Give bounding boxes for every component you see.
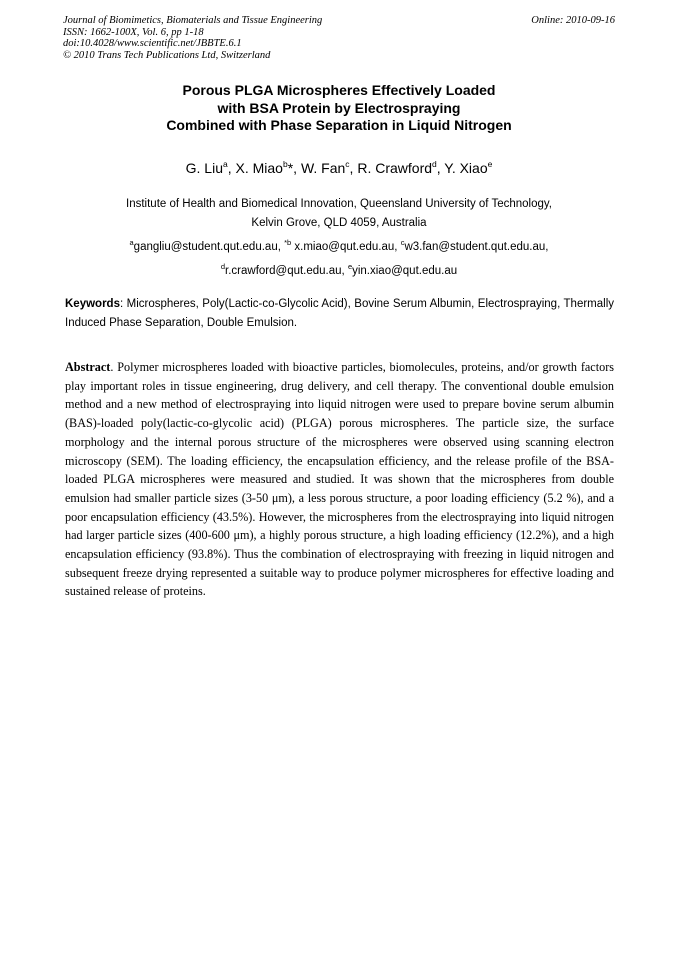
- affiliation-line-1: Institute of Health and Biomedical Innovation, Queensland University of Technology,: [126, 198, 552, 210]
- author-name: X. Miao: [235, 160, 283, 176]
- email-link[interactable]: x.miao@qut.edu.au,: [291, 241, 401, 253]
- online-date: Online: 2010-09-16: [531, 15, 615, 26]
- author-affil-sup: a: [222, 159, 228, 169]
- abstract-paragraph: [65, 358, 614, 601]
- abstract-label: Abstract: [65, 360, 111, 374]
- email-line-2: $^d$r.crawford@qut.edu.au, $^e$yin.xiao@qut.edu.au: [220, 262, 458, 277]
- keywords-text: : Microspheres, Poly(Lactic-co-Glycolic Acid), Bovine Serum Albumin, Electrospraying, Thermally Induced Phase Separation, Double Emulsion.: [65, 298, 614, 329]
- title-line-1: Porous PLGA Microspheres Effectively Loaded: [182, 82, 496, 98]
- journal-name: Journal of Biomimetics, Biomaterials and Tissue Engineering: [63, 15, 323, 26]
- author-name: G. Liu: [185, 160, 223, 176]
- author-name: R. Crawford: [357, 160, 433, 176]
- author-list: G. Liu$^a$, X. Miao$^b$*, W. Fan$^c$, R. Crawford$^d$, Y. Xiao$^e$: [185, 159, 493, 176]
- author-affil-sup: d: [432, 159, 437, 169]
- keywords-label: Keywords: [65, 298, 120, 310]
- author-affil-sup: b: [282, 159, 288, 169]
- journal-header: [63, 15, 615, 61]
- email-link[interactable]: r.crawford@qut.edu.au,: [225, 265, 348, 277]
- corresponding-mark: *: [287, 160, 294, 176]
- author-name: W. Fan: [300, 160, 346, 176]
- email-link[interactable]: w3.fan@student.qut.edu.au,: [404, 241, 549, 253]
- title-line-2: with BSA Protein by Electrospraying: [217, 99, 461, 116]
- author-name: Y. Xiao: [444, 160, 488, 176]
- affiliation-block: [40, 195, 638, 281]
- keywords-paragraph: [65, 295, 614, 333]
- author-affil-sup: c: [345, 159, 350, 169]
- journal-issn: ISSN: 1662-100X, Vol. 6, pp 1-18: [63, 26, 204, 38]
- paper-title: [40, 82, 638, 135]
- email-link[interactable]: yin.xiao@qut.edu.au: [352, 265, 458, 277]
- journal-copyright: © 2010 Trans Tech Publications Ltd, Switzerland: [63, 49, 271, 61]
- journal-doi: doi:10.4028/www.scientific.net/JBBTE.6.1: [63, 38, 242, 49]
- title-line-3: Combined with Phase Separation in Liquid Nitrogen: [166, 117, 512, 133]
- author-affil-sup: e: [487, 159, 493, 169]
- abstract-text: . Polymer microspheres loaded with bioactive particles, biomolecules, proteins, and/or growth factors play important roles in tissue engineering, drug delivery, and cell therapy. The conventional double emulsion method and a new method of electrospraying into liquid nitrogen were used to prepare bovine serum albumin (BAS)-loaded poly(lactic-co-glycolic acid) (PLGA) porous microspheres. The particle size, the surface morphology and the internal porous structure of the microspheres were observed using scanning electron microscopy (SEM). The loading efficiency, the encapsulation efficiency, and the release profile of the BSA-loaded PLGA microspheres were measured and studied. It was shown that the microspheres from double emulsion had smaller particle sizes (3-50 μm), a less porous structure, a poor loading efficiency (5.2 %), and a poor encapsulation efficiency (43.5%). However, the microspheres from the electrospraying into liquid nitrogen had larger particle sizes (400-600 μm), a highly porous structure, a high loading efficiency (12.2%), and a high encapsulation efficiency (93.8%). Thus the combination of electrospraying with freezing in liquid nitrogen and subsequent freeze drying represented a suitable way to produce polymer microspheres for effective loading and sustained release of proteins.: [65, 360, 614, 599]
- email-line-1: $^a$gangliu@student.qut.edu.au, $^{*b}$ x.miao@qut.edu.au, $^c$w3.fan@student.qut.edu.au,: [129, 238, 549, 253]
- email-link[interactable]: gangliu@student.qut.edu.au,: [133, 241, 285, 253]
- affiliation-line-2: Kelvin Grove, QLD 4059, Australia: [251, 217, 427, 229]
